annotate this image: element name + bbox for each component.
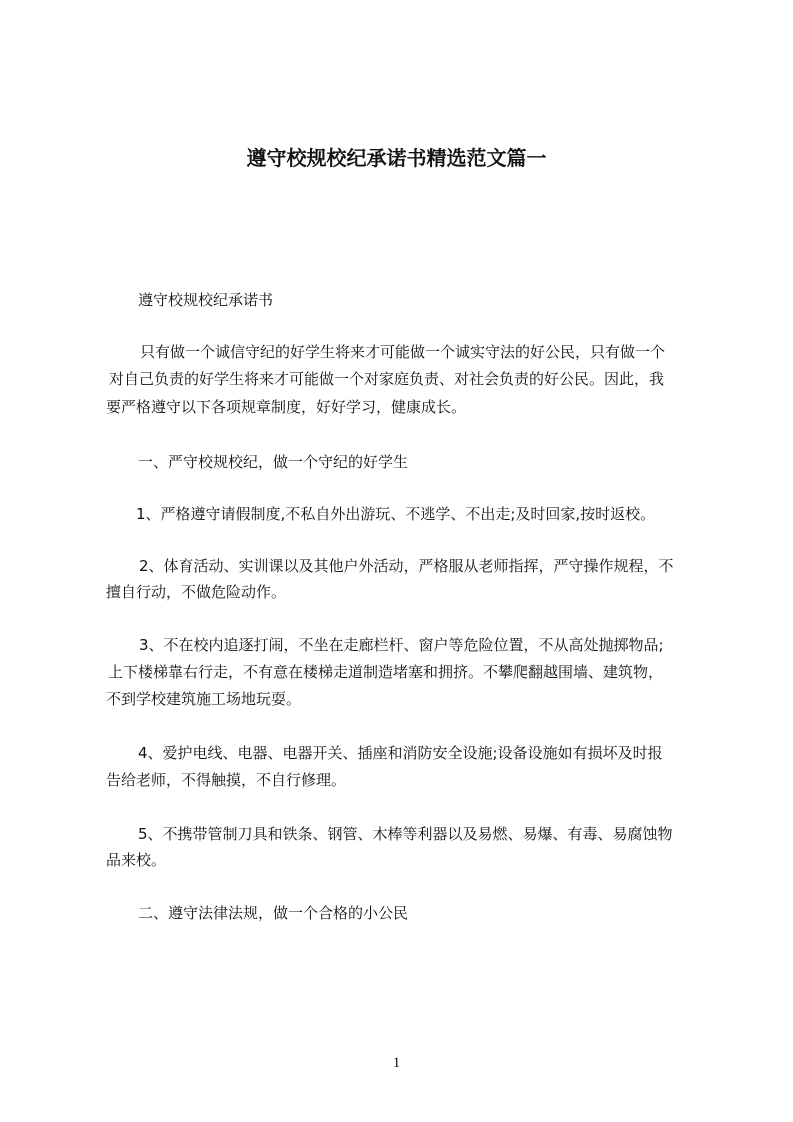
intro-line: 只有做一个诚信守纪的好学生将来才可能做一个诚实守法的好公民，只有做一个 [140,343,666,361]
item-line: 2、体育活动、实训课以及其他户外活动，严格服从老师指挥，严守操作规程，不 [139,557,674,575]
intro-line: 要严格遵守以下各项规章制度，好好学习，健康成长。 [106,398,467,416]
item-line: 4、爱护电线、电器、电器开关、插座和消防安全设施;设备设施如有损坏及时报 [138,744,663,762]
item-line: 不到学校建筑施工场地玩耍。 [106,690,302,708]
document-title: 遵守校规校纪承诺书精选范文篇一 [246,146,547,170]
section-heading: 二、遵守法律法规，做一个合格的小公民 [138,904,409,922]
section-heading: 一、严守校规校纪，做一个守纪的好学生 [138,453,409,471]
subtitle: 遵守校规校纪承诺书 [138,291,274,309]
item-line: 上下楼梯靠右行走，不有意在楼梯走道制造堵塞和拥挤。不攀爬翻越围墙、建筑物， [108,663,664,681]
item-line: 3、不在校内追逐打闹，不坐在走廊栏杆、窗户等危险位置，不从高处抛掷物品; [139,636,664,654]
item-line: 5、不携带管制刀具和铁条、钢管、木棒等利器以及易燃、易爆、有毒、易腐蚀物 [138,825,673,843]
item-line: 告给老师，不得触摸，不自行修理。 [106,771,347,789]
intro-line: 对自己负责的好学生将来才可能做一个对家庭负责、对社会负责的好公民。因此，我 [109,370,665,388]
item-line: 擅自行动，不做危险动作。 [106,583,287,601]
item-line: 品来校。 [106,851,167,869]
page-number: 1 [392,1055,401,1071]
item-line: 1、严格遵守请假制度,不私自外出游玩、不逃学、不出走;及时回家,按时返校。 [136,505,656,523]
